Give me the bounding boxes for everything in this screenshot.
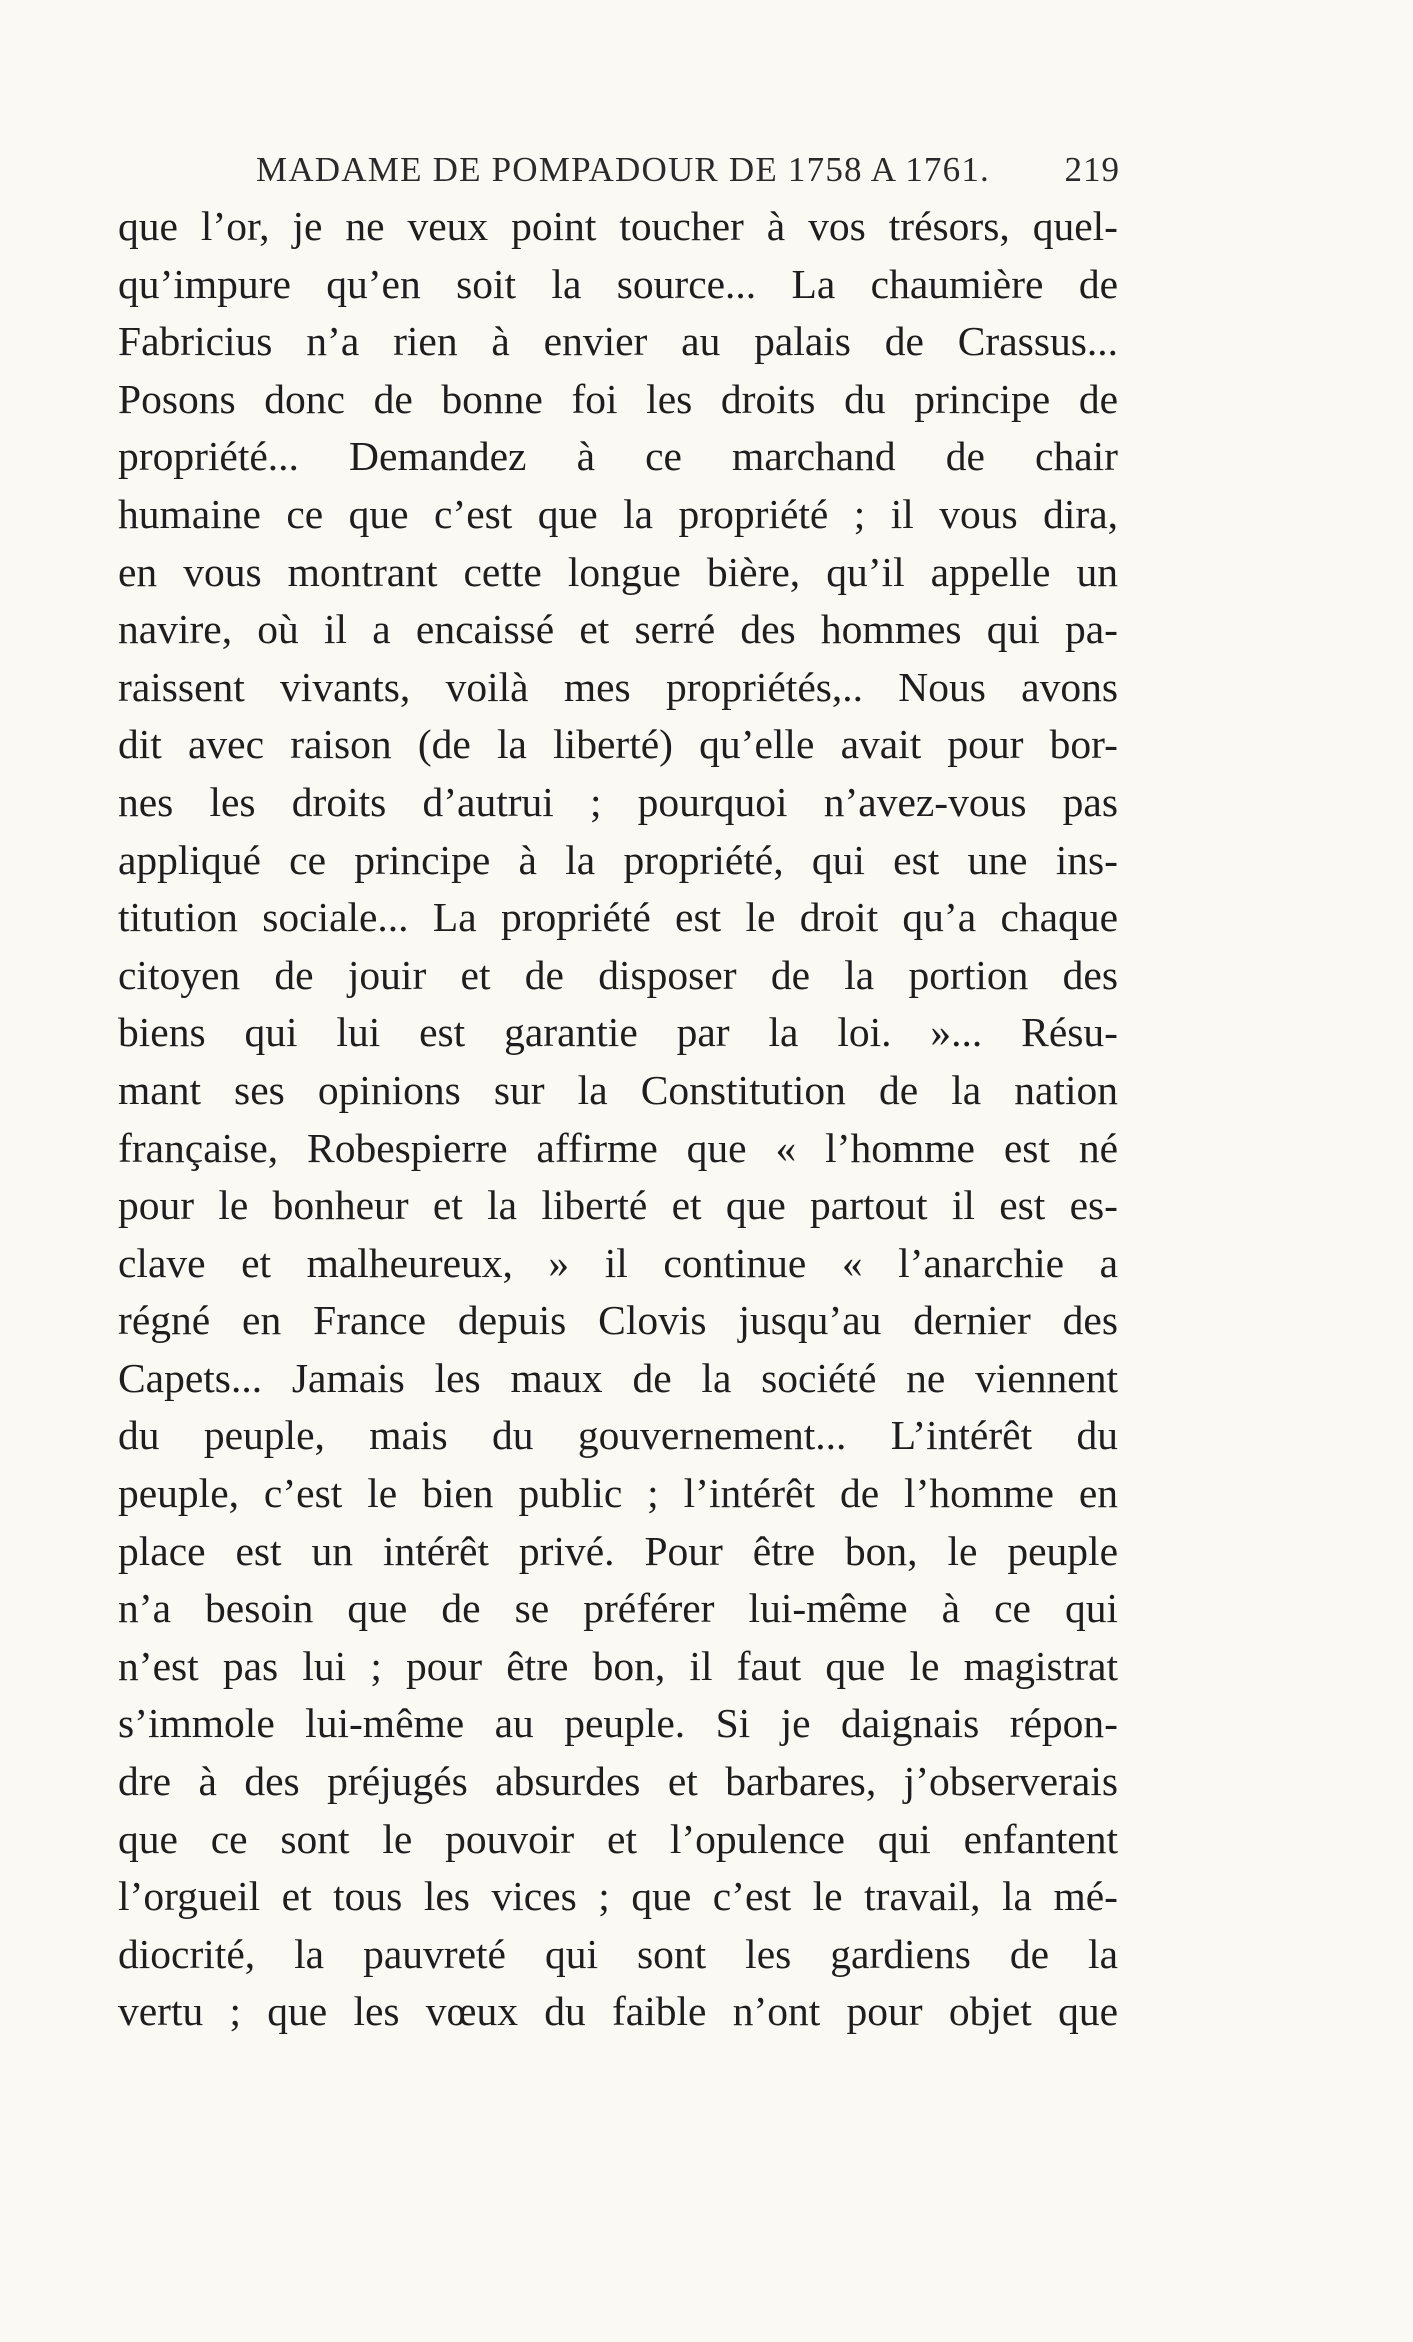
text-line: dre à des préjugés absurdes et barbares, j’observerais xyxy=(118,1758,1118,1805)
text-line: vertu ; que les vœux du faible n’ont pour objet que xyxy=(118,1988,1118,2035)
text-line: Capets... Jamais les maux de la société ne viennent xyxy=(118,1354,1118,1401)
text-line: pour le bonheur et la liberté et que partout il est es- xyxy=(118,1182,1118,1229)
text-line: biens qui lui est garantie par la loi. »... Résu- xyxy=(118,1009,1118,1056)
text-line: l’orgueil et tous les vices ; que c’est le travail, la mé- xyxy=(118,1873,1118,1920)
running-head-title: MADAME DE POMPADOUR DE 1758 A 1761. xyxy=(256,150,990,189)
text-line: n’est pas lui ; pour être bon, il faut que le magistrat xyxy=(118,1642,1118,1689)
text-line: place est un intérêt privé. Pour être bon, le peuple xyxy=(118,1527,1118,1574)
text-line: nes les droits d’autrui ; pourquoi n’avez-vous pas xyxy=(118,778,1118,825)
text-line: qu’impure qu’en soit la source... La chaumière de xyxy=(118,260,1118,307)
text-line: diocrité, la pauvreté qui sont les gardiens de la xyxy=(118,1930,1118,1977)
text-line: n’a besoin que de se préférer lui-même à ce qui xyxy=(118,1585,1118,1632)
text-line: du peuple, mais du gouvernement... L’intérêt du xyxy=(118,1412,1118,1459)
body-text xyxy=(118,198,1118,2041)
text-line: citoyen de jouir et de disposer de la portion des xyxy=(118,951,1118,998)
text-line: navire, où il a encaissé et serré des hommes qui pa- xyxy=(118,606,1118,653)
text-line: dit avec raison (de la liberté) qu’elle avait pour bor- xyxy=(118,721,1118,768)
text-line: mant ses opinions sur la Constitution de la nation xyxy=(118,1066,1118,1113)
text-line: Fabricius n’a rien à envier au palais de Crassus... xyxy=(118,318,1118,365)
text-line: Posons donc de bonne foi les droits du principe de xyxy=(118,375,1118,422)
text-line: française, Robespierre affirme que « l’homme est né xyxy=(118,1124,1118,1171)
text-line: que ce sont le pouvoir et l’opulence qui enfantent xyxy=(118,1815,1118,1862)
text-line: propriété... Demandez à ce marchand de chair xyxy=(118,433,1118,480)
text-line: s’immole lui-même au peuple. Si je daignais répon- xyxy=(118,1700,1118,1747)
text-line: appliqué ce principe à la propriété, qui est une ins- xyxy=(118,836,1118,883)
text-line: régné en France depuis Clovis jusqu’au dernier des xyxy=(118,1297,1118,1344)
text-line: clave et malheureux, » il continue « l’anarchie a xyxy=(118,1239,1118,1286)
text-line: titution sociale... La propriété est le droit qu’a chaque xyxy=(118,894,1118,941)
page-number: 219 xyxy=(1064,150,1120,189)
text-line: que l’or, je ne veux point toucher à vos trésors, quel- xyxy=(118,203,1118,249)
running-head xyxy=(118,150,1118,198)
text-line: raissent vivants, voilà mes propriétés,.. Nous avons xyxy=(118,663,1118,710)
text-line: humaine ce que c’est que la propriété ; il vous dira, xyxy=(118,490,1118,537)
text-line: peuple, c’est le bien public ; l’intérêt de l’homme en xyxy=(118,1470,1118,1517)
text-line: en vous montrant cette longue bière, qu’il appelle un xyxy=(118,548,1118,595)
